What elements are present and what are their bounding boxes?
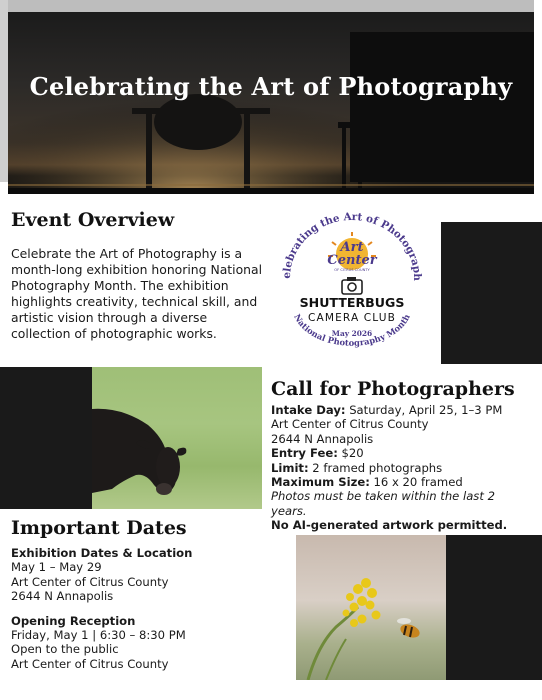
fee-value: $20 xyxy=(337,446,364,461)
dates-spacer xyxy=(11,604,271,614)
logo-club-name-2: CAMERA CLUB xyxy=(308,312,396,324)
cow-photo xyxy=(92,367,262,509)
decor-block-right-bottom xyxy=(446,535,542,680)
logo-month: May 2026 xyxy=(331,329,373,338)
limit-line xyxy=(271,461,539,475)
overview-heading: Event Overview xyxy=(11,209,175,231)
reception-label: Opening Reception xyxy=(11,613,136,628)
page-title: Celebrating the Art of Photography xyxy=(29,72,513,101)
size-label: Maximum Size: xyxy=(271,475,370,490)
camera-icon xyxy=(342,277,362,294)
dates-heading: Important Dates xyxy=(11,517,187,539)
logo-club-name-1: SHUTTERBUGS xyxy=(299,295,405,310)
reception-time: Friday, May 1 | 6:30 – 8:30 PM xyxy=(11,628,186,643)
logo-center-word: Center xyxy=(327,253,377,268)
call-heading: Call for Photographers xyxy=(271,378,515,400)
exhibit-address: 2644 N Annapolis xyxy=(11,589,114,604)
exhibit-dates: May 1 – May 29 xyxy=(11,560,102,575)
overview-body: Celebrate the Art of Photography is a month-long exhibition honoring National Photography Month. The exhibition highlights creativity, technical skill, and artistic vision through a diverse collection of photographic works. xyxy=(11,246,263,341)
bee-flower-artwork xyxy=(296,535,446,680)
size-value: 16 x 20 framed xyxy=(369,475,463,490)
cow-silhouette xyxy=(92,367,262,509)
exhibit-venue: Art Center of Citrus County xyxy=(11,574,169,589)
photo-age-note: Photos must be taken within the last 2 years. xyxy=(271,489,495,518)
header-top-strip xyxy=(8,0,534,12)
decor-block-left xyxy=(0,367,92,509)
exhibit-label: Exhibition Dates & Location xyxy=(11,546,193,560)
header-photo xyxy=(8,12,534,194)
logo-artwork xyxy=(276,212,428,358)
event-logo xyxy=(276,212,428,358)
logo-arc-bottom: National Photography Month xyxy=(292,312,412,348)
call-venue: Art Center of Citrus County xyxy=(271,417,429,432)
fee-line xyxy=(271,446,539,460)
logo-art-center-sub: OF CITRUS COUNTY xyxy=(334,268,370,272)
decor-block-right-top xyxy=(441,222,542,364)
reception-public: Open to the public xyxy=(11,642,119,657)
sunset-pier-photo xyxy=(8,12,534,194)
logo-arc-top: elebrating the Art of Photograph xyxy=(280,212,424,282)
size-line xyxy=(271,475,539,489)
limit-value: 2 framed photographs xyxy=(308,460,443,475)
call-details xyxy=(271,403,539,533)
no-ai-note: No AI-generated artwork permitted. xyxy=(271,518,508,533)
fee-label: Entry Fee: xyxy=(271,446,338,461)
intake-line xyxy=(271,403,539,417)
limit-label: Limit: xyxy=(271,460,309,475)
bee-photo xyxy=(296,535,446,680)
logo-art-word: Art xyxy=(340,240,364,255)
bee-icon xyxy=(397,618,421,640)
reception-venue: Art Center of Citrus County xyxy=(11,656,169,671)
intake-label: Intake Day: xyxy=(271,403,346,417)
intake-value: Saturday, April 25, 1–3 PM xyxy=(345,403,503,417)
call-address: 2644 N Annapolis xyxy=(271,431,374,446)
dates-details xyxy=(11,546,271,671)
